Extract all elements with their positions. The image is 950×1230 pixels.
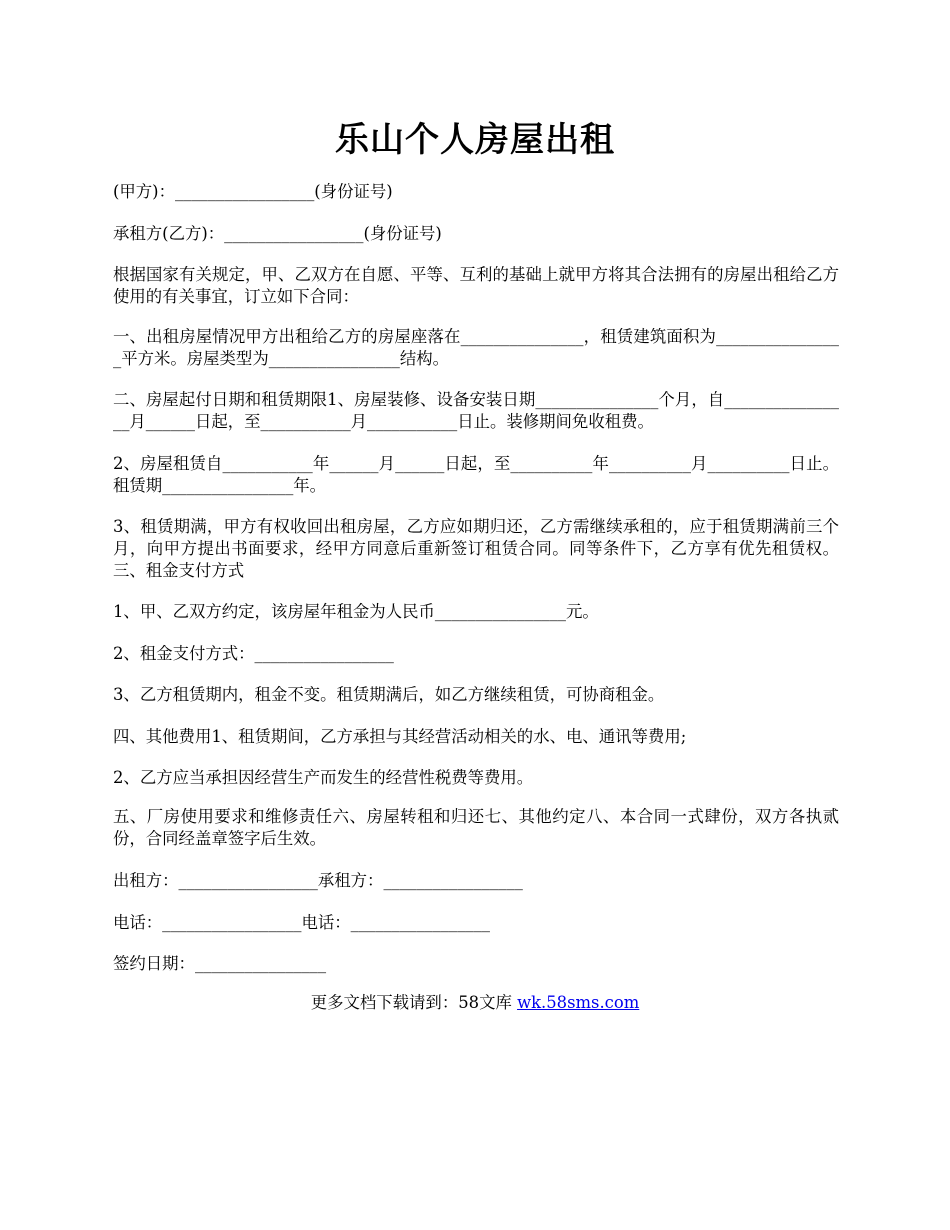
clause-4-2-paragraph: 2、乙方应当承担因经营生产而发生的经营性税费等费用。 — [113, 768, 534, 787]
footer-link[interactable]: wk.58sms.com — [517, 993, 640, 1012]
party-a-line: (甲方)：_________________(身份证号) — [113, 182, 393, 201]
document-title: 乐山个人房屋出租 — [335, 120, 615, 160]
clause-3-1-paragraph: 1、甲、乙双方约定，该房屋年租金为人民币________________元。 — [113, 602, 599, 621]
party-b-line: 承租方(乙方)：_________________(身份证号) — [113, 224, 442, 243]
preamble-paragraph: 根据国家有关规定，甲、乙双方在自愿、平等、互利的基础上就甲方将其合法拥有的房屋出租给乙方使用的有关事宜，订立如下合同： — [113, 265, 839, 306]
footer — [0, 992, 950, 1014]
clause-1-paragraph: 一、出租房屋情况甲方出租给乙方的房屋座落在_______________，租赁建筑面积为________________平方米。房屋类型为________________结构。 — [113, 327, 839, 368]
clause-3-2-paragraph: 2、租金支付方式：_________________ — [113, 644, 394, 663]
footer-text: 更多文档下载请到：58文库 — [310, 993, 518, 1012]
clause-5-paragraph: 五、厂房使用要求和维修责任六、房屋转租和归还七、其他约定八、本合同一式肆份，双方各执贰份，合同经盖章签字后生效。 — [113, 807, 839, 848]
clause-2-3-paragraph: 3、租赁期满，甲方有权收回出租房屋，乙方应如期归还，乙方需继续承租的，应于租赁期满前三个月，向甲方提出书面要求，经甲方同意后重新签订租赁合同。同等条件下，乙方享有优先租赁权。三、租金支付方式 — [113, 517, 839, 580]
clause-2-2-paragraph: 2、房屋租赁自___________年______月______日起，至__________年__________月__________日止。租赁期________________年。 — [113, 454, 839, 495]
clause-3-3-paragraph: 3、乙方租赁期内，租金不变。租赁期满后，如乙方继续租赁，可协商租金。 — [113, 685, 665, 704]
phone-line: 电话：_________________电话：_________________ — [113, 913, 490, 932]
signature-lessor-lessee-line: 出租方：_________________承租方：_________________ — [113, 871, 523, 890]
sign-date-line: 签约日期：________________ — [113, 954, 327, 973]
clause-4-1-paragraph: 四、其他费用1、租赁期间，乙方承担与其经营活动相关的水、电、通讯等费用; — [113, 727, 687, 746]
clause-2-paragraph: 二、房屋起付日期和租赁期限1、房屋装修、设备安装日期_______________个月，自________________月______日起，至___________月___________日止。装修期间免收租费。 — [113, 390, 839, 431]
